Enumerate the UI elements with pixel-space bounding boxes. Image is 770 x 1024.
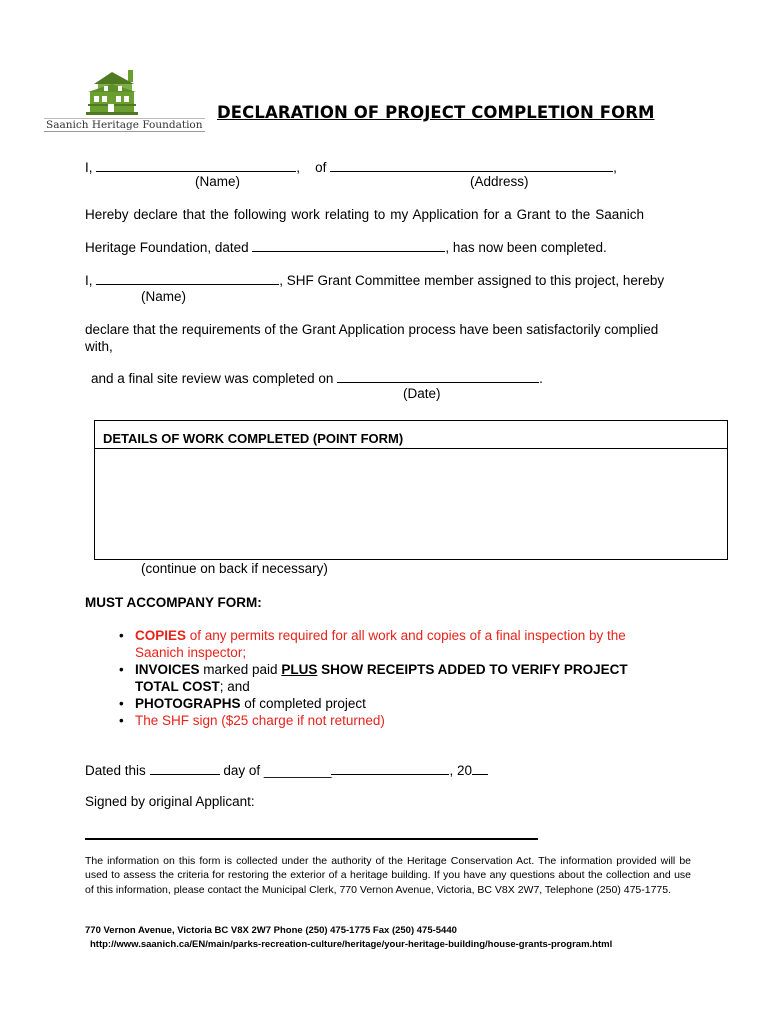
list-item <box>113 661 693 695</box>
invoices-label: INVOICES <box>135 662 200 677</box>
month-field[interactable] <box>331 762 449 775</box>
requirements-list <box>113 627 693 729</box>
application-date-field[interactable] <box>252 239 445 252</box>
sign-text: The SHF sign ($25 charge if not returned) <box>135 713 385 728</box>
i-prefix: I, <box>85 160 93 175</box>
footer-address: 770 Vernon Avenue, Victoria BC V8X 2W7 Phone (250) 475-1775 Fax (250) 475-5440 <box>85 925 457 936</box>
of-label: of <box>315 160 327 175</box>
end-comma: , <box>613 160 617 175</box>
logo <box>42 70 203 134</box>
committee-suffix: , SHF Grant Committee member assigned to this project, hereby <box>279 273 665 288</box>
month-dashes: _________ <box>263 763 332 778</box>
must-heading: MUST ACCOMPANY FORM: <box>85 595 262 610</box>
dated-this-prefix: Dated this <box>85 763 146 778</box>
copies-text-2: Saanich inspector; <box>135 645 247 660</box>
committee-line <box>85 272 664 288</box>
copies-label: COPIES <box>135 628 187 643</box>
address-label: (Address) <box>470 174 529 189</box>
house-logo-icon <box>42 70 182 120</box>
i-prefix-2: I, <box>85 273 93 288</box>
site-review-prefix: and a final site review was completed on <box>91 371 334 386</box>
year-field[interactable] <box>472 762 488 775</box>
date-label: (Date) <box>403 386 441 401</box>
name-label: (Name) <box>195 174 241 189</box>
list-item <box>113 627 693 661</box>
plus-label: PLUS <box>281 662 318 677</box>
continue-note: (continue on back if necessary) <box>141 561 328 576</box>
bullet-icon: • <box>119 662 124 677</box>
site-review-suffix: . <box>539 371 543 386</box>
invoices-text: marked paid <box>199 662 282 677</box>
bullet-icon: • <box>119 713 124 728</box>
privacy-notice: The information on this form is collected under the authority of the Heritage Conservation Act. The information provided will be used to assess the criteria for restoring the exterior of a heritage building. If you have any questions about the collection and use of this information, please contact the Municipal Clerk, 770 Vernon Avenue, Victoria, BC V8X 2W7, Telephone (250) 475-1775. <box>85 855 691 896</box>
applicant-name-field[interactable] <box>96 159 296 172</box>
list-item <box>113 712 693 729</box>
bullet-icon: • <box>119 628 124 643</box>
photographs-text: of completed project <box>240 696 366 711</box>
day-of-label: day of <box>223 763 261 778</box>
copies-text: of any permits required for all work and copies of a final inspection by the <box>186 628 626 643</box>
site-review-line <box>91 370 543 386</box>
requirements-text-1: declare that the requirements of the Grant Application process have been satisfactorily complied <box>85 322 659 337</box>
committee-name-label: (Name) <box>141 289 187 304</box>
requirements-text-2: with, <box>85 339 113 354</box>
logo-text: Saanich Heritage Foundation <box>46 119 203 131</box>
comma-year: , 20 <box>449 763 472 778</box>
declaration-text: Hereby declare that the following work relating to my Application for a Grant to the Saanich <box>85 207 645 222</box>
bullet-icon: • <box>119 696 124 711</box>
comma: , <box>296 160 301 175</box>
site-review-date-field[interactable] <box>337 370 539 383</box>
dated-this-line <box>85 762 488 778</box>
dated-prefix: Heritage Foundation, dated <box>85 240 249 255</box>
committee-member-name-field[interactable] <box>96 272 279 285</box>
details-box <box>94 420 728 560</box>
day-field[interactable] <box>150 762 220 775</box>
list-item <box>113 695 693 712</box>
total-cost-label: TOTAL COST <box>135 679 220 694</box>
footer-url[interactable]: http://www.saanich.ca/EN/main/parks-recreation-culture/heritage/your-heritage-building/house-grants-program.html <box>90 939 613 950</box>
applicant-line <box>85 159 617 175</box>
receipts-label: SHOW RECEIPTS ADDED TO VERIFY PROJECT <box>317 662 628 677</box>
dated-line <box>85 239 607 255</box>
applicant-address-field[interactable] <box>330 159 613 172</box>
details-header: DETAILS OF WORK COMPLETED (POINT FORM) <box>103 431 404 446</box>
signed-label: Signed by original Applicant: <box>85 794 255 809</box>
photographs-label: PHOTOGRAPHS <box>135 696 241 711</box>
and-text: ; and <box>219 679 250 694</box>
dated-suffix: , has now been completed. <box>445 240 607 255</box>
details-input-area[interactable] <box>95 449 727 559</box>
signature-field[interactable] <box>85 838 538 840</box>
page-title: DECLARATION OF PROJECT COMPLETION FORM <box>217 103 655 122</box>
